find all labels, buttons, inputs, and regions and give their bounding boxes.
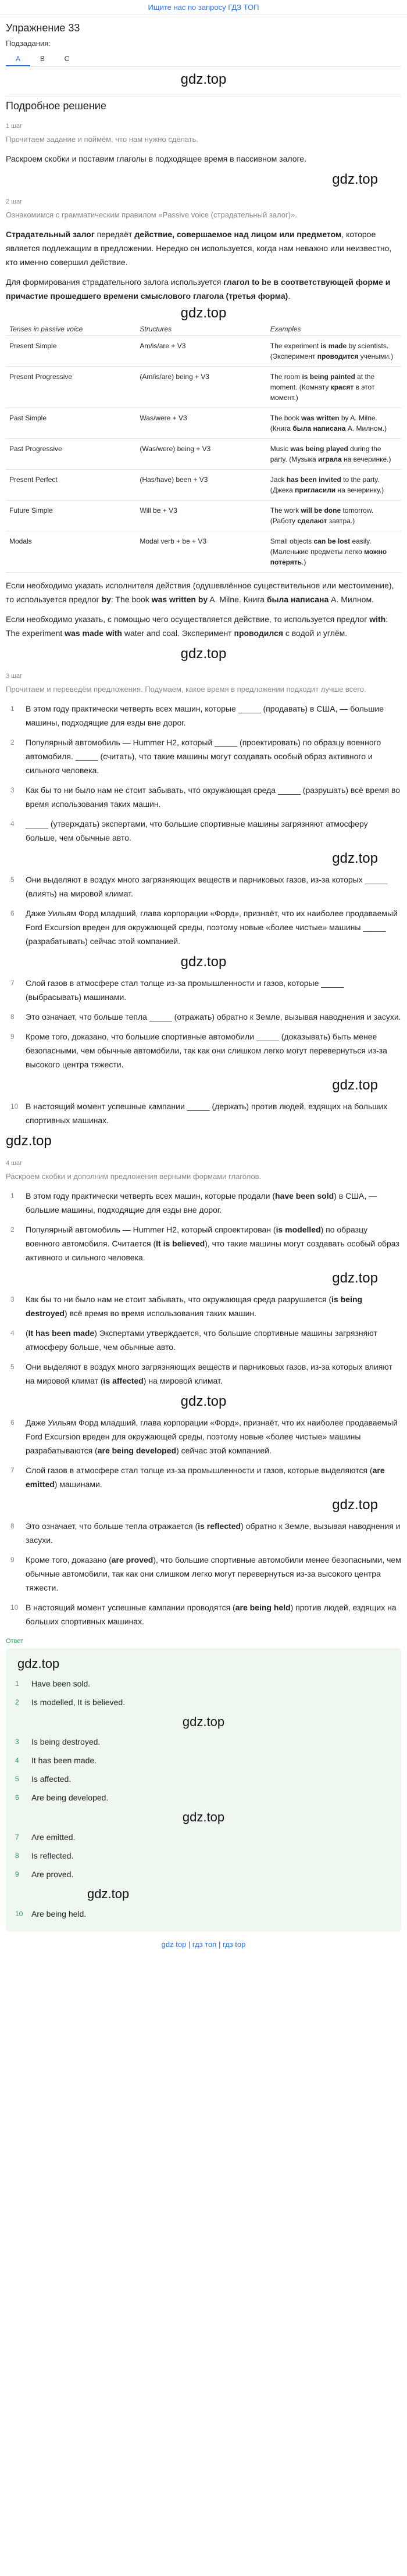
watermark: gdz.top [6,1133,52,1149]
rule-text: A. Milne. Книга [208,595,267,604]
item-number: 4 [10,1329,15,1337]
item-text: Популярный автомобиль — Hummer H2, который _____ (проектировать) по образцу военного автомобиля. _____ (считать), что такие машины могут создавать особый образ активного и сильного человека. [26,738,381,775]
example-cell [267,470,401,501]
footer-separator: | [186,1940,192,1949]
item-part: ), что такие машины могут создавать особый образ активного и сильного человека. [26,1239,399,1262]
tense-cell: Past Progressive [6,439,136,470]
item-number: 6 [15,1793,19,1802]
example-part: can be lost [313,537,351,545]
example-part: was written [301,414,340,422]
list-item [6,1099,401,1127]
item-number: 4 [15,1756,19,1764]
structure-cell: Modal verb + be + V3 [136,531,266,573]
item-number: 2 [10,738,15,746]
table-header-row [6,323,401,336]
item-part: ) Экспертами утверждается, что большие спортивные машины загрязняют атмосферу больше, чем обычные авто. [26,1328,377,1352]
answer-text: It has been made. [31,1756,97,1765]
item-part: В этом году практически четверть всех машин, которые продали ( [26,1191,275,1201]
list-item [6,1600,401,1628]
item-part: Даже Уильям Форд младший, глава корпорации «Форд», признаёт, что их наиболее продаваемый Ford Excursion вреден для окружающей среды, поэтому новые «более чистые» машины разрабатываются ( [26,1418,398,1455]
item-part: ) сейчас этой компанией. [176,1446,272,1455]
example-cell [267,501,401,531]
rule-emphasis: was made with [65,628,122,638]
list-item [6,1189,401,1217]
item-part: are being held [235,1603,291,1612]
item-number: 9 [10,1032,15,1041]
item-number: 10 [10,1102,19,1110]
example-part: красят [330,383,354,391]
example-part: The book [270,414,302,422]
item-part: are emitted [26,1466,385,1489]
structure-cell: Was/were + V3 [136,408,266,439]
example-part: сделают [297,517,327,525]
watermark: gdz.top [332,1497,378,1513]
answer-text: Is modelled, It is believed. [31,1698,126,1707]
answer-item [12,1849,395,1862]
step-2-label: 2 шаг [6,198,23,205]
answer-item [12,1677,395,1690]
answer-item [12,1831,395,1843]
step-4-label: 4 шаг [6,1160,23,1167]
item-number: 1 [15,1680,19,1688]
item-number: 7 [15,1833,19,1841]
footer-link-1[interactable]: gdz top [161,1940,187,1949]
example-part: в этот момент.) [270,383,375,402]
example-part: by scientists. (Эксперимент [270,342,389,360]
list-item [6,1030,401,1071]
table-header: Tenses in passive voice [6,323,136,336]
list-item [6,735,401,777]
rule-term: Страдательный залог [6,230,95,239]
item-number: 10 [15,1910,23,1918]
example-part: by A. Milne. (Книга [270,414,377,433]
item-text: _____ (утверждать) экспертами, что большие спортивные машины загрязняют атмосферу больше, чем обычные авто. [26,819,368,842]
list-item [6,783,401,811]
list-item [6,1553,401,1595]
answer-item [12,1791,395,1804]
answer-text: Is reflected. [31,1851,74,1860]
subtasks-tabs [6,51,401,67]
item-number: 7 [10,979,15,987]
watermark: gdz.top [182,1810,225,1824]
example-part: The experiment [270,342,321,350]
item-part: ) обратно к Земле, вызывая наводнения и засухи. [26,1521,401,1545]
answer-text: Is being destroyed. [31,1737,101,1746]
example-part: Music [270,445,291,453]
item-part: It is believed [156,1239,205,1248]
list-item [6,1360,401,1388]
item-number: 3 [10,786,15,794]
item-text: Это означает, что больше тепла _____ (отражать) обратно к Земле, вызывая наводнения и засухи. [26,1012,401,1021]
item-part: ) машинами. [54,1480,102,1489]
answer-item [12,1868,395,1881]
item-number: 3 [15,1738,19,1746]
rule-text: Если необходимо указать исполнителя действия (одушевлённое существительное или местоимение), то используется предлог [6,581,394,604]
item-text: В настоящий момент успешные кампании _____ (держать) против людей, ездящих на больших спортивных машинах. [26,1102,388,1125]
rule-text: , которое является подлежащим в предложении. Нередко он используется, когда нам неважно или неизвестно, кто именно совершил действие. [6,230,392,267]
watermark: gdz.top [180,1394,227,1409]
item-part: ) против людей, ездящих на больших спортивных машинах. [26,1603,397,1626]
watermark: gdz.top [332,851,378,866]
example-part: during the party. (Музыка [270,445,381,463]
example-part: was being played [290,445,348,453]
example-part: на вечеринке.) [341,455,391,463]
item-number: 6 [10,1419,15,1427]
table-row [6,408,401,439]
example-part: проводится [317,352,359,360]
tense-cell: Present Simple [6,336,136,367]
top-banner-link[interactable]: Ищите нас по запросу ГДЗ ТОП [148,3,259,12]
item-part: ) по образцу военного автомобиля. Считается ( [26,1225,368,1248]
answer-text: Are being held. [31,1909,87,1918]
structure-cell: (Was/were) being + V3 [136,439,266,470]
list-item [6,906,401,948]
footer [6,1940,401,1949]
rule-text: . [288,291,291,301]
example-part: завтра.) [327,517,355,525]
item-number: 2 [15,1698,19,1706]
table-row [6,531,401,573]
example-cell [267,531,401,573]
item-part: is modelled [276,1225,321,1234]
example-part: А. Милном.) [345,424,387,433]
example-part: можно потерять [270,548,387,566]
tense-cell: Present Perfect [6,470,136,501]
example-part: играла [318,455,342,463]
step-4-intro: Раскроем скобки и дополним предложения верными формами глаголов. [6,1172,262,1181]
item-part: Как бы то ни было нам не стоит забывать, что окружающая среда разрушается ( [26,1295,332,1304]
item-part: Они выделяют в воздух много загрязняющих веществ и парниковых газов, из-за которых влияют на мировой климат ( [26,1362,392,1385]
section-title: Подробное решение [6,96,401,112]
table-row [6,439,401,470]
list-item [6,1223,401,1264]
rule-emphasis: была написана [266,595,329,604]
structure-cell: (Am/is/are) being + V3 [136,367,266,408]
table-row [6,501,401,531]
item-number: 1 [10,705,15,713]
tense-cell: Future Simple [6,501,136,531]
rule-paragraph-3 [6,578,401,606]
footer-link-3[interactable]: гдз top [222,1940,246,1949]
example-part: will be done [301,506,341,515]
answer-text: Are emitted. [31,1832,76,1842]
item-part: В настоящий момент успешные кампании проводятся ( [26,1603,235,1612]
subtask-tab-b[interactable]: B [40,55,45,63]
rule-paragraph-4 [6,612,401,640]
item-part: ) в США, — большие машины, подходящие для езды вне дорог. [26,1191,377,1214]
item-part: ), что большие спортивные автомобили менее безопасными, чем обычные автомобили, так как они слишком легко могут перевернуться из-за высокого центра тяжести. [26,1555,401,1592]
step-3-label: 3 шаг [6,673,23,680]
rule-text: Если необходимо указать, с помощью чего осуществляется действие, то используется предлог [6,614,370,624]
step-4-list [6,1189,401,1628]
list-item [6,976,401,1004]
answer-item [12,1907,395,1920]
page-title: Упражнение 33 [6,22,80,34]
item-part: is being destroyed [26,1295,363,1318]
example-part: Small objects [270,537,314,545]
watermark: gdz.top [332,1270,378,1286]
item-number: 8 [10,1013,15,1021]
step-1-text: Раскроем скобки и поставим глаголы в подходящее время в пассивном залоге. [6,154,306,163]
example-part: The work [270,506,301,515]
list-item [6,1010,401,1024]
content [0,22,407,1949]
item-number: 4 [10,820,15,828]
watermark: gdz.top [180,305,227,321]
example-part: пригласили [295,486,336,494]
item-part: ) на мировой климат. [143,1376,223,1385]
step-1-label: 1 шаг [6,123,23,130]
table-header: Structures [136,323,266,336]
list-item [6,1326,401,1354]
item-text: Даже Уильям Форд младший, глава корпорации «Форд», признаёт, что их наиболее продаваемый Ford Excursion вреден для окружающей среды, поэтому новые «более чистые» машины _____ (разрабатывать) сейчас этой компанией. [26,909,398,946]
list-item [6,873,401,901]
example-cell [267,336,401,367]
item-part: have been sold [275,1191,334,1201]
subtasks-label: Подзадания: [6,39,51,48]
example-part: easily. (Маленькие предметы легко [270,537,372,556]
example-part: на вечеринку.) [335,486,384,494]
answer-text: Are being developed. [31,1793,109,1802]
table-row [6,336,401,367]
table-row [6,470,401,501]
rule-emphasis: глагол to be в соответствующей форме и причастие прошедшего времени смыслового глагола (третья форма) [6,277,391,301]
answer-box [6,1648,401,1932]
example-part: учеными.) [358,352,394,360]
watermark: gdz.top [180,646,227,662]
item-part: It has been made [28,1328,95,1338]
step-3-list [6,702,401,1127]
tense-cell: Present Progressive [6,367,136,408]
item-number: 5 [10,1363,15,1371]
rule-text: : The experiment [6,614,388,638]
answer-item [12,1735,395,1748]
answer-text: Have been sold. [31,1679,91,1688]
example-cell [267,408,401,439]
item-part: ( [26,1328,28,1338]
rule-text: : The book [110,595,152,604]
item-text: Слой газов в атмосфере стал толще из-за промышленности и газов, которые _____ (выбрасывать) машинами. [26,978,344,1002]
example-part: has been invited [286,476,341,484]
item-part: are proved [111,1555,153,1564]
item-number: 9 [15,1870,19,1878]
rule-emphasis: действие, совершаемое над лицом или предметом [134,230,342,239]
example-part: is made [320,342,347,350]
item-number: 9 [10,1556,15,1564]
item-text: Кроме того, доказано, что большие спортивные автомобили _____ (доказывать) быть менее безопасными, чем обычные автомобили, так как они слишком легко могут перевернуться из-за высокого центра тяжести. [26,1032,387,1069]
example-part: .) [302,558,306,566]
rule-text: с водой и углём. [283,628,348,638]
watermark: gdz.top [180,72,227,87]
item-text: Они выделяют в воздух много загрязняющих веществ и парниковых газов, из-за которых _____ (влиять) на мировой климат. [26,875,388,898]
list-item [6,817,401,845]
rule-paragraph-2 [6,275,401,303]
example-cell [267,367,401,408]
item-part: is affected [103,1376,144,1385]
rule-emphasis: was written by [151,595,208,604]
subtask-tab-a[interactable]: A [6,51,30,66]
example-part: at the moment. (Комнату [270,373,375,391]
structure-cell: Am/is/are + V3 [136,336,266,367]
item-part: is reflected [198,1521,241,1531]
item-part: Это означает, что больше тепла отражается ( [26,1521,198,1531]
item-part: Популярный автомобиль — Hummer H2, который спроектирован ( [26,1225,276,1234]
rule-text: А. Милном. [329,595,374,604]
answer-text: Are proved. [31,1870,74,1879]
item-number: 7 [10,1466,15,1474]
top-banner [0,0,407,15]
list-item [6,1463,401,1491]
grammar-table-body [6,336,401,573]
step-2-intro: Ознакомимся с грамматическим правилом «Passive voice (страдательный залог)». [6,210,297,219]
item-number: 1 [10,1192,15,1200]
structure-cell: Will be + V3 [136,501,266,531]
footer-separator: | [216,1940,223,1949]
item-number: 3 [10,1295,15,1303]
item-text: Как бы то ни было нам не стоит забывать, что окружающая среда _____ (разрушать) всё время во время использования таких машин. [26,785,401,809]
watermark: gdz.top [87,1887,130,1901]
example-cell [267,439,401,470]
watermark: gdz.top [180,954,227,970]
list-item [6,1416,401,1457]
example-part: tomorrow. (Работу [270,506,374,525]
step-1-intro: Прочитаем задание и поймём, что нам нужно сделать. [6,135,199,144]
rule-paragraph-1 [6,227,401,269]
table-header: Examples [267,323,401,336]
item-number: 8 [10,1522,15,1530]
item-number: 5 [10,876,15,884]
grammar-table [6,323,401,573]
item-number: 10 [10,1603,19,1612]
item-part: ) всё время во время использования таких машин. [64,1309,257,1318]
rule-emphasis: by [101,595,111,604]
item-part: are being developed [97,1446,177,1455]
rule-emphasis: проводился [234,628,283,638]
example-part: Jack [270,476,287,484]
example-part: The room [270,373,302,381]
answer-item [12,1773,395,1785]
rule-emphasis: with [369,614,386,624]
watermark: gdz.top [332,172,378,187]
item-part: Кроме того, доказано ( [26,1555,112,1564]
step-3-intro: Прочитаем и переведём предложения. Подумаем, какое время в предложении подходит лучше всего. [6,685,366,694]
answer-item [12,1696,395,1709]
item-number: 2 [10,1226,15,1234]
item-part: Слой газов в атмосфере стал толще из-за промышленности и газов, которые выделяются ( [26,1466,373,1475]
list-item [6,1292,401,1320]
example-part: была написана [292,424,346,433]
tense-cell: Past Simple [6,408,136,439]
tense-cell: Modals [6,531,136,573]
watermark: gdz.top [182,1714,225,1729]
item-number: 6 [10,909,15,917]
item-number: 5 [15,1775,19,1783]
item-number: 8 [15,1852,19,1860]
example-part: to the party. (Джека [270,476,380,494]
item-text: В этом году практически четверть всех машин, которые _____ (продавать) в США, — большие машины, подходящие для езды вне дорог. [26,704,384,727]
example-part: is being painted [302,373,355,381]
list-item [6,1519,401,1547]
answer-label: Ответ [6,1638,24,1645]
answer-list [12,1677,395,1920]
rule-text: Для формирования страдательного залога используется [6,277,224,287]
structure-cell: (Has/have) been + V3 [136,470,266,501]
watermark: gdz.top [17,1656,60,1671]
rule-text: water and coal. Эксперимент [122,628,234,638]
list-item [6,702,401,730]
table-row [6,367,401,408]
footer-link-2[interactable]: гдз топ [192,1940,217,1949]
watermark: gdz.top [332,1077,378,1093]
rule-text: передаёт [94,230,135,239]
subtask-tab-c[interactable]: C [64,55,70,63]
answer-text: Is affected. [31,1774,72,1784]
answer-item [12,1754,395,1767]
